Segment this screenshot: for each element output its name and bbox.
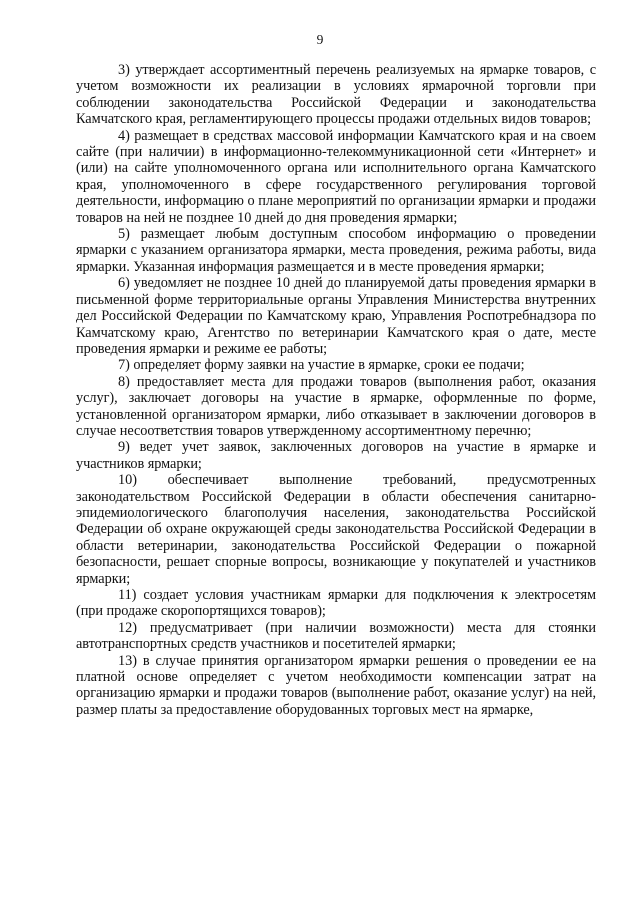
list-item-7: 7) определяет форму заявки на участие в ярмарке, сроки ее подачи; <box>118 357 525 374</box>
list-item-6: 6) уведомляет не позднее 10 дней до планируемой даты проведения ярмарки в письменной форме территориальные органы Управления Министерства внутренних дел Российской Федерации по Камчатскому краю, Управления Роспотребнадзора по Камчатскому краю, Агентство по ветеринарии Камчатского края о дате, месте проведения ярмарки и режиме ее работы; <box>76 275 596 357</box>
document-body <box>76 62 596 718</box>
list-item-10: 10) обеспечивает выполнение требований, предусмотренных законодательством Российской Федерации в области обеспечения санитарно-эпидемиологического благополучия населения, законодательства Российской Федерации об охране окружающей среды законодательства Российской Федерации в области ветеринарии, законодательства Российской Федерации о пожарной безопасности, решает спорные вопросы, возникающие у покупателей и участников ярмарки; <box>76 472 596 587</box>
list-item-4: 4) размещает в средствах массовой информации Камчатского края и на своем сайте (при наличии) в информационно-телекоммуникационной сети «Интернет» и (или) на сайте уполномоченного органа или исполнительного органа Камчатского края, уполномоченного в сфере государственного регулирования торговой деятельности, информацию о плане мероприятий по организации ярмарки и продажи товаров на ней не позднее 10 дней до дня проведения ярмарки; <box>76 127 596 226</box>
list-item-9: 9) ведет учет заявок, заключенных договоров на участие в ярмарке и участников ярмарки; <box>76 439 596 472</box>
list-item-12: 12) предусматривает (при наличии возможности) места для стоянки автотранспортных средств участников и посетителей ярмарки; <box>76 619 596 653</box>
list-item-8: 8) предоставляет места для продажи товаров (выполнения работ, оказания услуг), заключает договоры на участие в ярмарке, оформленные по форме, установленной организатором ярмарки, либо отказывает в заключении договоров в случае несоответствия товаров утвержденному ассортиментному перечню; <box>76 373 596 439</box>
list-item-13: 13) в случае принятия организатором ярмарки решения о проведении ее на платной основе определяет с учетом необходимости компенсации затрат на организацию ярмарки и продажи товаров (выполнение работ, оказание услуг) на ней, размер платы за предоставление оборудованных торговых мест на ярмарке, <box>76 652 596 718</box>
list-item-3: 3) утверждает ассортиментный перечень реализуемых на ярмарке товаров, с учетом возможности их реализации в условиях ярмарочной торговли при соблюдении законодательства Российской Федерации и законодательства Камчатского края, регламентирующего процессы продажи отдельных видов товаров; <box>76 62 596 128</box>
list-item-11: 11) создает условия участникам ярмарки для подключения к электросетям (при продаже скоропортящихся товаров); <box>76 587 596 620</box>
page-number: 9 <box>316 32 324 47</box>
list-item-5: 5) размещает любым доступным способом информацию о проведении ярмарки с указанием организатора ярмарки, места проведения, режима работы, вида ярмарки. Указанная информация размещается и в месте проведения ярмарки; <box>76 226 596 275</box>
